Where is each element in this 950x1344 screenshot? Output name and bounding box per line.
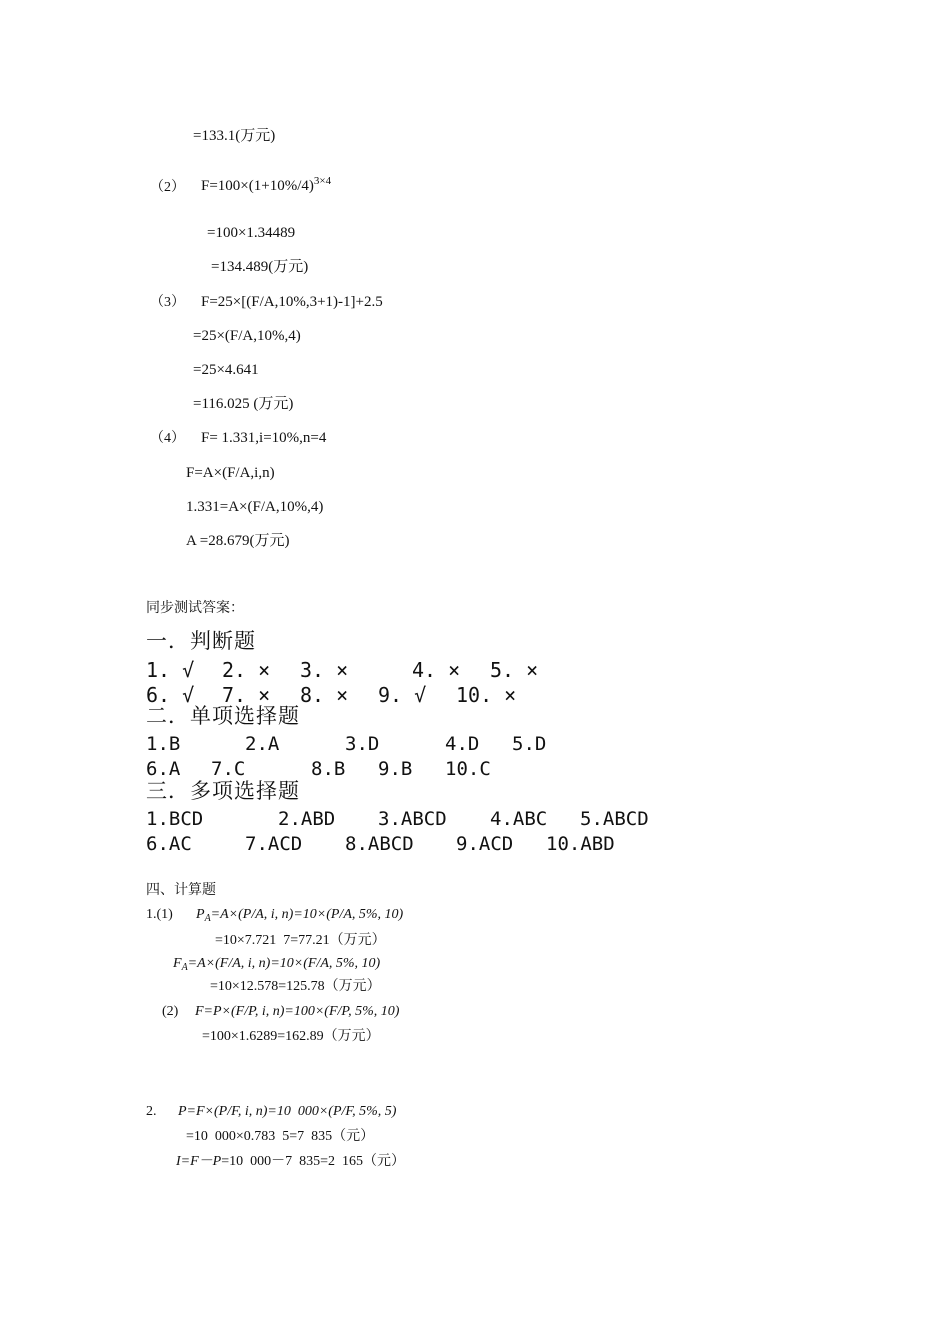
formula-line: $F_A=A\times(F/A$, i, n)=10×(F/A, 5%, 10) [173, 956, 381, 973]
answer-item: 8.B [311, 758, 346, 780]
formula-line: F=A×(F/A,i,n) [186, 465, 275, 481]
formula-line: =10 000×0.783 5=7 835（元） [186, 1129, 375, 1144]
answer-item: 3.D [345, 733, 380, 755]
section-title: 三．多项选择题 [146, 779, 300, 803]
answer-item: 5.ABCD [580, 808, 649, 830]
answer-item: 2. × [222, 658, 271, 682]
formula-line: F=P×(F/P, i, n)=100×(F/P, 5%, 10) [195, 1004, 400, 1019]
answer-item: 5. × [490, 658, 539, 682]
answer-item: 6.A [146, 758, 181, 780]
section-title: 二．单项选择题 [146, 704, 300, 728]
question-label: 1.(1) [146, 907, 173, 922]
answer-item: 5.D [512, 733, 547, 755]
formula-line: F=25×[(F/A,10%,3+1)-1]+2.5 [201, 294, 383, 310]
formula-line: =134.489(万元) [211, 259, 309, 275]
answer-item: 3. × [300, 658, 349, 682]
formula-line: =10×7.721 7=77.21（万元） [215, 933, 386, 948]
section-title: 四、计算题 [146, 883, 216, 898]
answer-item: 10. × [456, 683, 517, 707]
item-number: （2） [150, 180, 185, 195]
formula-line: =25×4.641 [193, 362, 259, 378]
answer-item: 6.AC [146, 833, 192, 855]
formula-line: =100×1.34489 [207, 225, 296, 241]
question-label: 2. [146, 1104, 157, 1119]
formula-line: =100×1.6289=162.89（万元） [202, 1029, 380, 1044]
answer-item: 4.D [445, 733, 480, 755]
answer-item: 7. × [222, 683, 271, 707]
formula-line: I=F－P=10 000－7 835=2 165（元） [176, 1154, 406, 1169]
answer-item: 6. √ [146, 683, 195, 707]
item-number: （3） [150, 295, 185, 310]
answer-item: 1. √ [146, 658, 195, 682]
answer-item: 2.A [245, 733, 280, 755]
formula-line: =10×12.578=125.78（万元） [210, 979, 381, 994]
answer-item: 8.ABCD [345, 833, 414, 855]
question-label: (2) [162, 1004, 179, 1019]
answer-item: 8. × [300, 683, 349, 707]
answer-item: 7.C [211, 758, 246, 780]
formula-line: =133.1(万元) [193, 128, 276, 144]
formula-line: =25×(F/A,10%,4) [193, 328, 301, 344]
answer-item: 9.B [378, 758, 413, 780]
answer-item: 9. √ [378, 683, 427, 707]
answer-item: 4. × [412, 658, 461, 682]
answer-item: 10.C [445, 758, 491, 780]
item-number: （4） [150, 431, 185, 446]
formula-line: P=F×(P/F, i, n)=10 000×(P/F, 5%, 5) [178, 1104, 397, 1119]
section-title: 一．判断题 [146, 629, 256, 653]
answer-item: 3.ABCD [378, 808, 447, 830]
answer-item: 4.ABC [490, 808, 548, 830]
answer-item: 1.B [146, 733, 181, 755]
formula-line: 1.331=A×(F/A,10%,4) [186, 499, 324, 515]
answer-item: 9.ACD [456, 833, 514, 855]
answer-item: 2.ABD [278, 808, 336, 830]
formula-line: $P_A=A\times(P/A$, i, n)=10×(P/A, 5%, 10) [196, 907, 404, 924]
formula-line: A =28.679(万元) [186, 533, 290, 549]
formula-line: =116.025 (万元) [193, 396, 294, 412]
answer-item: 10.ABD [546, 833, 615, 855]
formula-line: F= 1.331,i=10%,n=4 [201, 430, 327, 446]
answer-item: 7.ACD [245, 833, 303, 855]
answers-title: 同步测试答案： [146, 601, 244, 616]
answer-item: 1.BCD [146, 808, 204, 830]
formula-line: $F=100\times(1+10\%/4)^{3\times 4}$ [201, 175, 332, 194]
